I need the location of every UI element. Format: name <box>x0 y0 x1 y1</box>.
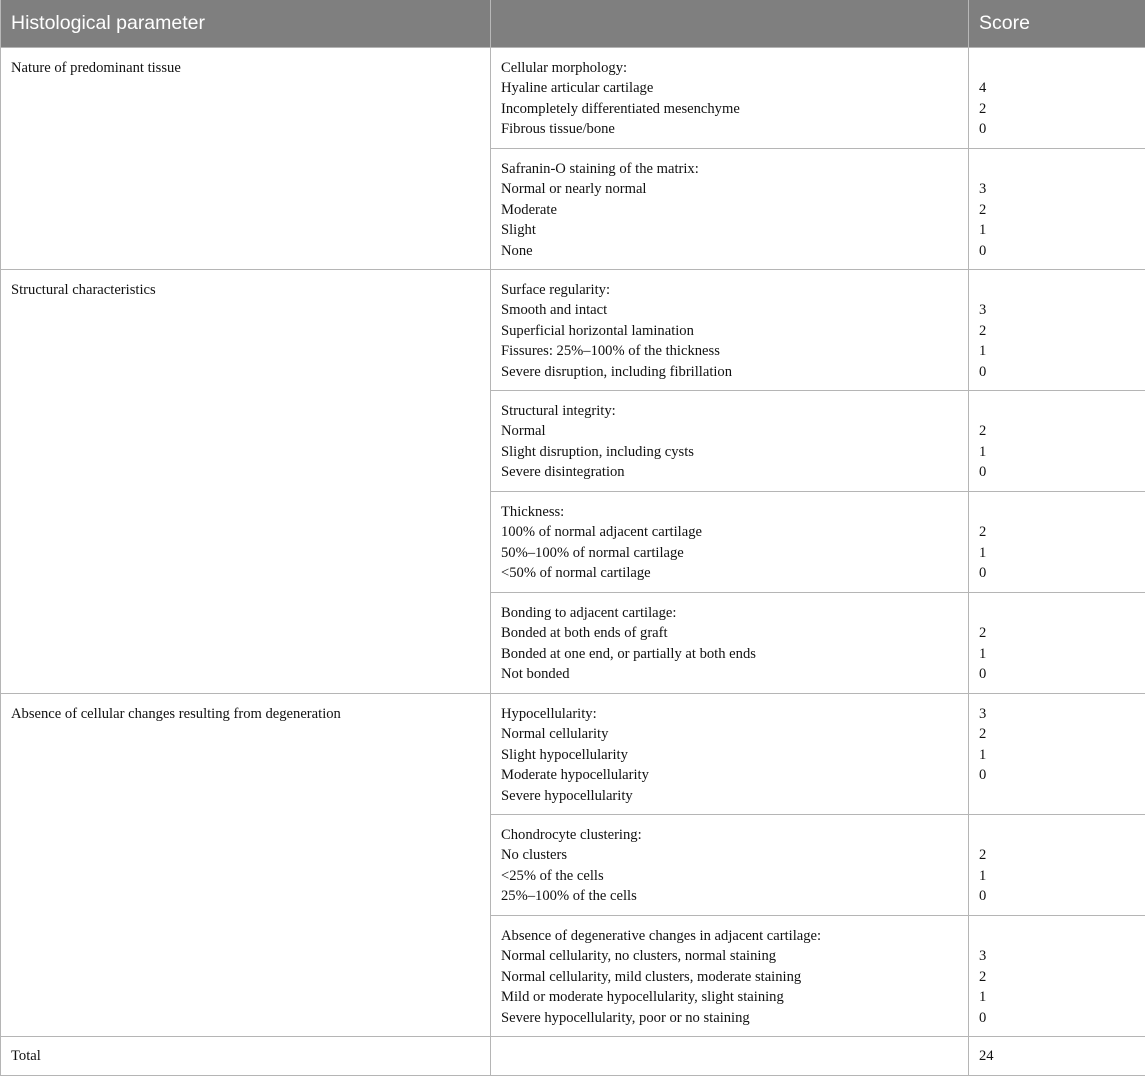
score-value: 0 <box>979 664 1135 685</box>
score-value: 2 <box>979 200 1135 221</box>
header-parameter: Histological parameter <box>1 0 491 47</box>
score-value: 3 <box>979 704 1135 725</box>
parameter-label: Nature of predominant tissue <box>11 60 181 76</box>
criterion-cell <box>491 148 969 269</box>
criterion-cell <box>491 814 969 915</box>
option-text: Bonded at one end, or partially at both ends <box>501 644 958 665</box>
option-text: Incompletely differentiated mesenchyme <box>501 99 958 120</box>
option-text: Slight <box>501 220 958 241</box>
option-text: Slight disruption, including cysts <box>501 442 958 463</box>
score-value: 0 <box>979 886 1135 907</box>
score-cell <box>969 47 1145 148</box>
criterion-title: Chondrocyte clustering: <box>501 825 958 846</box>
score-value: 1 <box>979 987 1135 1008</box>
option-text: No clusters <box>501 845 958 866</box>
score-value: 2 <box>979 623 1135 644</box>
table-row <box>1 269 1145 390</box>
option-text: Fissures: 25%–100% of the thickness <box>501 341 958 362</box>
criterion-title: Surface regularity: <box>501 280 958 301</box>
criterion-title: Safranin-O staining of the matrix: <box>501 159 958 180</box>
score-cell <box>969 915 1145 1036</box>
total-blank <box>491 1036 969 1075</box>
parameter-label: Absence of cellular changes resulting from degeneration <box>11 706 341 722</box>
criterion-cell <box>491 915 969 1036</box>
option-text: Normal or nearly normal <box>501 179 958 200</box>
score-value: 1 <box>979 341 1135 362</box>
score-value: 0 <box>979 563 1135 584</box>
score-value: 3 <box>979 946 1135 967</box>
score-value: 2 <box>979 99 1135 120</box>
parameter-cell <box>1 693 491 1036</box>
criterion-cell <box>491 693 969 814</box>
option-text: Superficial horizontal lamination <box>501 321 958 342</box>
option-text: 50%–100% of normal cartilage <box>501 543 958 564</box>
score-value: 2 <box>979 522 1135 543</box>
score-value: 2 <box>979 967 1135 988</box>
criterion-title: Hypocellularity: <box>501 704 958 725</box>
score-value: 2 <box>979 421 1135 442</box>
score-cell <box>969 269 1145 390</box>
table-row <box>1 47 1145 148</box>
parameter-cell <box>1 47 491 269</box>
score-value: 1 <box>979 543 1135 564</box>
total-row <box>1 1036 1145 1075</box>
score-cell <box>969 491 1145 592</box>
score-cell <box>969 390 1145 491</box>
score-cell <box>969 814 1145 915</box>
total-value: 24 <box>969 1036 1145 1075</box>
score-value: 3 <box>979 179 1135 200</box>
option-text: Normal <box>501 421 958 442</box>
criterion-cell <box>491 592 969 693</box>
option-text: Severe hypocellularity, poor or no staining <box>501 1008 958 1029</box>
score-cell <box>969 693 1145 814</box>
score-cell <box>969 592 1145 693</box>
header-score: Score <box>969 0 1145 47</box>
criterion-title: Thickness: <box>501 502 958 523</box>
option-text: None <box>501 241 958 262</box>
score-value: 1 <box>979 644 1135 665</box>
parameter-cell <box>1 269 491 693</box>
parameter-label: Structural characteristics <box>11 282 156 298</box>
option-text: Normal cellularity, no clusters, normal staining <box>501 946 958 967</box>
score-value: 0 <box>979 362 1135 383</box>
option-text: <25% of the cells <box>501 866 958 887</box>
option-text: Normal cellularity, mild clusters, moderate staining <box>501 967 958 988</box>
score-value: 2 <box>979 724 1135 745</box>
score-value: 0 <box>979 1008 1135 1029</box>
option-text: Fibrous tissue/bone <box>501 119 958 140</box>
score-cell <box>969 148 1145 269</box>
option-text: Not bonded <box>501 664 958 685</box>
score-value: 3 <box>979 300 1135 321</box>
criterion-cell <box>491 269 969 390</box>
score-value: 1 <box>979 745 1135 766</box>
score-value: 1 <box>979 866 1135 887</box>
option-text: Slight hypocellularity <box>501 745 958 766</box>
option-text: Bonded at both ends of graft <box>501 623 958 644</box>
option-text: Hyaline articular cartilage <box>501 78 958 99</box>
score-value: 4 <box>979 78 1135 99</box>
criterion-cell <box>491 491 969 592</box>
option-text: Severe hypocellularity <box>501 786 958 807</box>
score-value: 1 <box>979 220 1135 241</box>
total-label: Total <box>1 1036 491 1075</box>
option-text: Moderate <box>501 200 958 221</box>
option-text: Moderate hypocellularity <box>501 765 958 786</box>
criterion-title: Structural integrity: <box>501 401 958 422</box>
header-row <box>1 0 1145 47</box>
option-text: Normal cellularity <box>501 724 958 745</box>
criterion-cell <box>491 390 969 491</box>
score-value: 0 <box>979 462 1135 483</box>
header-blank <box>491 0 969 47</box>
criterion-title: Cellular morphology: <box>501 58 958 79</box>
score-value: 2 <box>979 845 1135 866</box>
option-text: 25%–100% of the cells <box>501 886 958 907</box>
option-text: 100% of normal adjacent cartilage <box>501 522 958 543</box>
score-value: 0 <box>979 241 1135 262</box>
option-text: Severe disintegration <box>501 462 958 483</box>
score-value: 0 <box>979 119 1135 140</box>
score-value: 2 <box>979 321 1135 342</box>
score-value: 1 <box>979 442 1135 463</box>
table-row <box>1 693 1145 814</box>
score-value: 0 <box>979 765 1135 786</box>
option-text: Severe disruption, including fibrillation <box>501 362 958 383</box>
criterion-title: Absence of degenerative changes in adjacent cartilage: <box>501 926 958 947</box>
option-text: Smooth and intact <box>501 300 958 321</box>
option-text: <50% of normal cartilage <box>501 563 958 584</box>
criterion-title: Bonding to adjacent cartilage: <box>501 603 958 624</box>
option-text: Mild or moderate hypocellularity, slight staining <box>501 987 958 1008</box>
criterion-cell <box>491 47 969 148</box>
